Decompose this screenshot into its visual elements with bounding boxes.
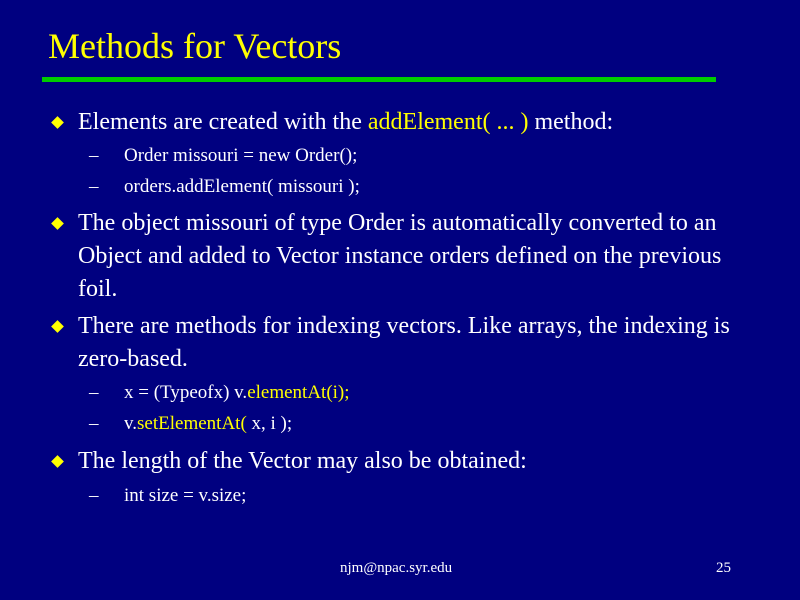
dash-marker: – — [89, 485, 99, 506]
bullet-1-highlight: addElement( ... ) — [367, 109, 529, 135]
dash-marker: – — [89, 145, 99, 166]
dash-marker: – — [89, 413, 99, 434]
bullet-1 — [78, 106, 748, 139]
subitem-1-1: Order missouri = new Order(); — [124, 145, 358, 166]
diamond-bullet-icon — [51, 455, 64, 468]
diamond-bullet-icon — [51, 320, 64, 333]
subitem-3-1-highlight: elementAt(i); — [247, 382, 350, 403]
diamond-bullet-icon — [51, 116, 64, 129]
subitem-3-2-post: x, i ); — [246, 413, 293, 434]
bullet-3: There are methods for indexing vectors. Like arrays, the indexing is zero-based. — [78, 313, 730, 372]
dash-marker: – — [89, 176, 99, 197]
subitem-1-2: orders.addElement( missouri ); — [124, 176, 360, 197]
bullet-1-text-post: method: — [528, 109, 614, 135]
subitem-3-2-highlight: setElementAt( — [137, 413, 247, 434]
bullet-4: The length of the Vector may also be obtained: — [78, 448, 527, 474]
bullet-1-text-pre: Elements are created with the — [78, 109, 368, 135]
page-number: 25 — [716, 560, 731, 576]
subitem-3-2-pre: v. — [124, 413, 138, 434]
footer-email: njm@npac.syr.edu — [340, 560, 453, 576]
diamond-bullet-icon — [51, 217, 64, 230]
title-divider — [42, 77, 716, 82]
subitem-3-1 — [124, 382, 350, 404]
dash-marker: – — [89, 382, 99, 403]
bullet-2: The object missouri of type Order is automatically converted to an Object and added to Vector instance orders defined on the previous foil. — [78, 210, 722, 302]
subitem-3-1-pre: x = (Typeofx) v. — [124, 382, 248, 403]
subitem-3-2 — [124, 413, 292, 435]
slide-title: Methods for Vectors — [48, 26, 342, 66]
subitem-4-1: int size = v.size; — [124, 485, 247, 506]
